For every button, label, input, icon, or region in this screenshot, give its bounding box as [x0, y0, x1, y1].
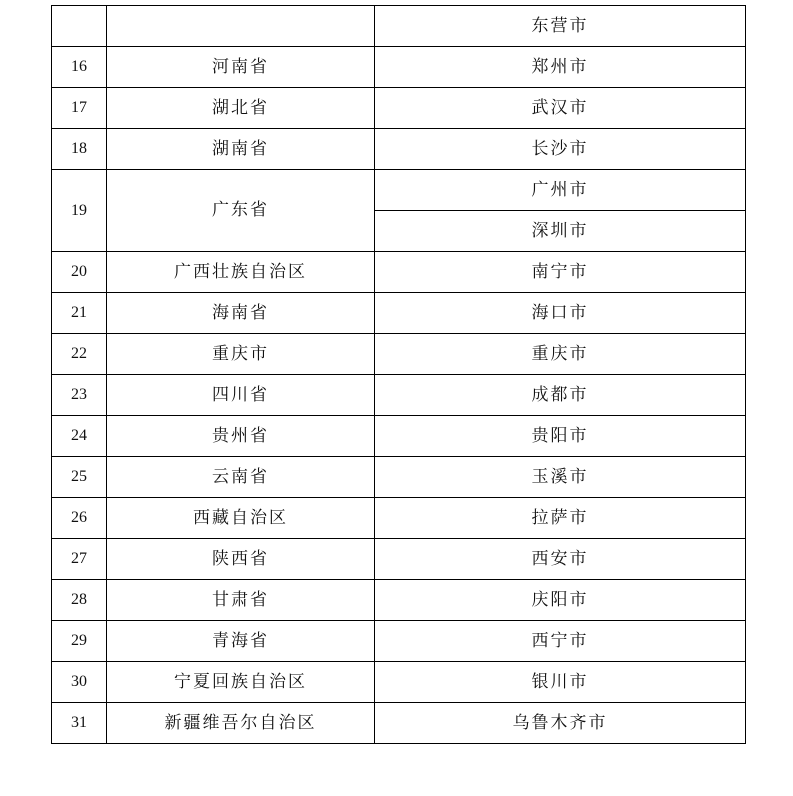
row-number-cell: 18 [52, 129, 107, 170]
city-cell: 海口市 [375, 293, 746, 334]
table-row [52, 621, 746, 662]
table-row [52, 252, 746, 293]
province-cell: 湖南省 [107, 129, 375, 170]
province-cell: 广东省 [107, 170, 375, 252]
row-number-cell: 27 [52, 539, 107, 580]
row-number-cell: 20 [52, 252, 107, 293]
city-cell: 南宁市 [375, 252, 746, 293]
table-row [52, 662, 746, 703]
table-row [52, 47, 746, 88]
province-cell: 甘肃省 [107, 580, 375, 621]
province-cell: 新疆维吾尔自治区 [107, 703, 375, 744]
table-row [52, 88, 746, 129]
table-row [52, 416, 746, 457]
city-cell: 玉溪市 [375, 457, 746, 498]
province-cell: 云南省 [107, 457, 375, 498]
table-row [52, 129, 746, 170]
city-cell: 贵阳市 [375, 416, 746, 457]
row-number-cell: 16 [52, 47, 107, 88]
row-number-cell: 22 [52, 334, 107, 375]
province-cell: 海南省 [107, 293, 375, 334]
city-cell: 深圳市 [375, 211, 746, 252]
city-cell: 武汉市 [375, 88, 746, 129]
table-row [52, 457, 746, 498]
province-cell: 重庆市 [107, 334, 375, 375]
table-row [52, 334, 746, 375]
row-number-cell: 25 [52, 457, 107, 498]
city-cell: 郑州市 [375, 47, 746, 88]
province-cell: 四川省 [107, 375, 375, 416]
province-cell: 陕西省 [107, 539, 375, 580]
table-row [52, 498, 746, 539]
row-number-cell: 21 [52, 293, 107, 334]
row-number-cell [52, 6, 107, 47]
province-cell: 贵州省 [107, 416, 375, 457]
city-cell: 银川市 [375, 662, 746, 703]
table-body [52, 6, 746, 744]
city-cell: 广州市 [375, 170, 746, 211]
province-cell [107, 6, 375, 47]
province-cell: 湖北省 [107, 88, 375, 129]
city-cell: 西宁市 [375, 621, 746, 662]
province-cell: 西藏自治区 [107, 498, 375, 539]
row-number-cell: 30 [52, 662, 107, 703]
province-cell: 青海省 [107, 621, 375, 662]
city-cell: 长沙市 [375, 129, 746, 170]
row-number-cell: 28 [52, 580, 107, 621]
province-cell: 河南省 [107, 47, 375, 88]
table-row [52, 375, 746, 416]
table-row [52, 539, 746, 580]
table-row [52, 293, 746, 334]
city-table [51, 5, 746, 744]
row-number-cell: 31 [52, 703, 107, 744]
city-cell: 乌鲁木齐市 [375, 703, 746, 744]
row-number-cell: 24 [52, 416, 107, 457]
row-number-cell: 26 [52, 498, 107, 539]
city-cell: 拉萨市 [375, 498, 746, 539]
province-cell: 广西壮族自治区 [107, 252, 375, 293]
city-cell: 成都市 [375, 375, 746, 416]
city-cell: 西安市 [375, 539, 746, 580]
table-row [52, 580, 746, 621]
row-number-cell: 19 [52, 170, 107, 252]
row-number-cell: 29 [52, 621, 107, 662]
row-number-cell: 23 [52, 375, 107, 416]
city-cell: 东营市 [375, 6, 746, 47]
table-row [52, 6, 746, 47]
table-row [52, 170, 746, 211]
city-cell: 庆阳市 [375, 580, 746, 621]
row-number-cell: 17 [52, 88, 107, 129]
city-cell: 重庆市 [375, 334, 746, 375]
province-cell: 宁夏回族自治区 [107, 662, 375, 703]
table-row [52, 703, 746, 744]
